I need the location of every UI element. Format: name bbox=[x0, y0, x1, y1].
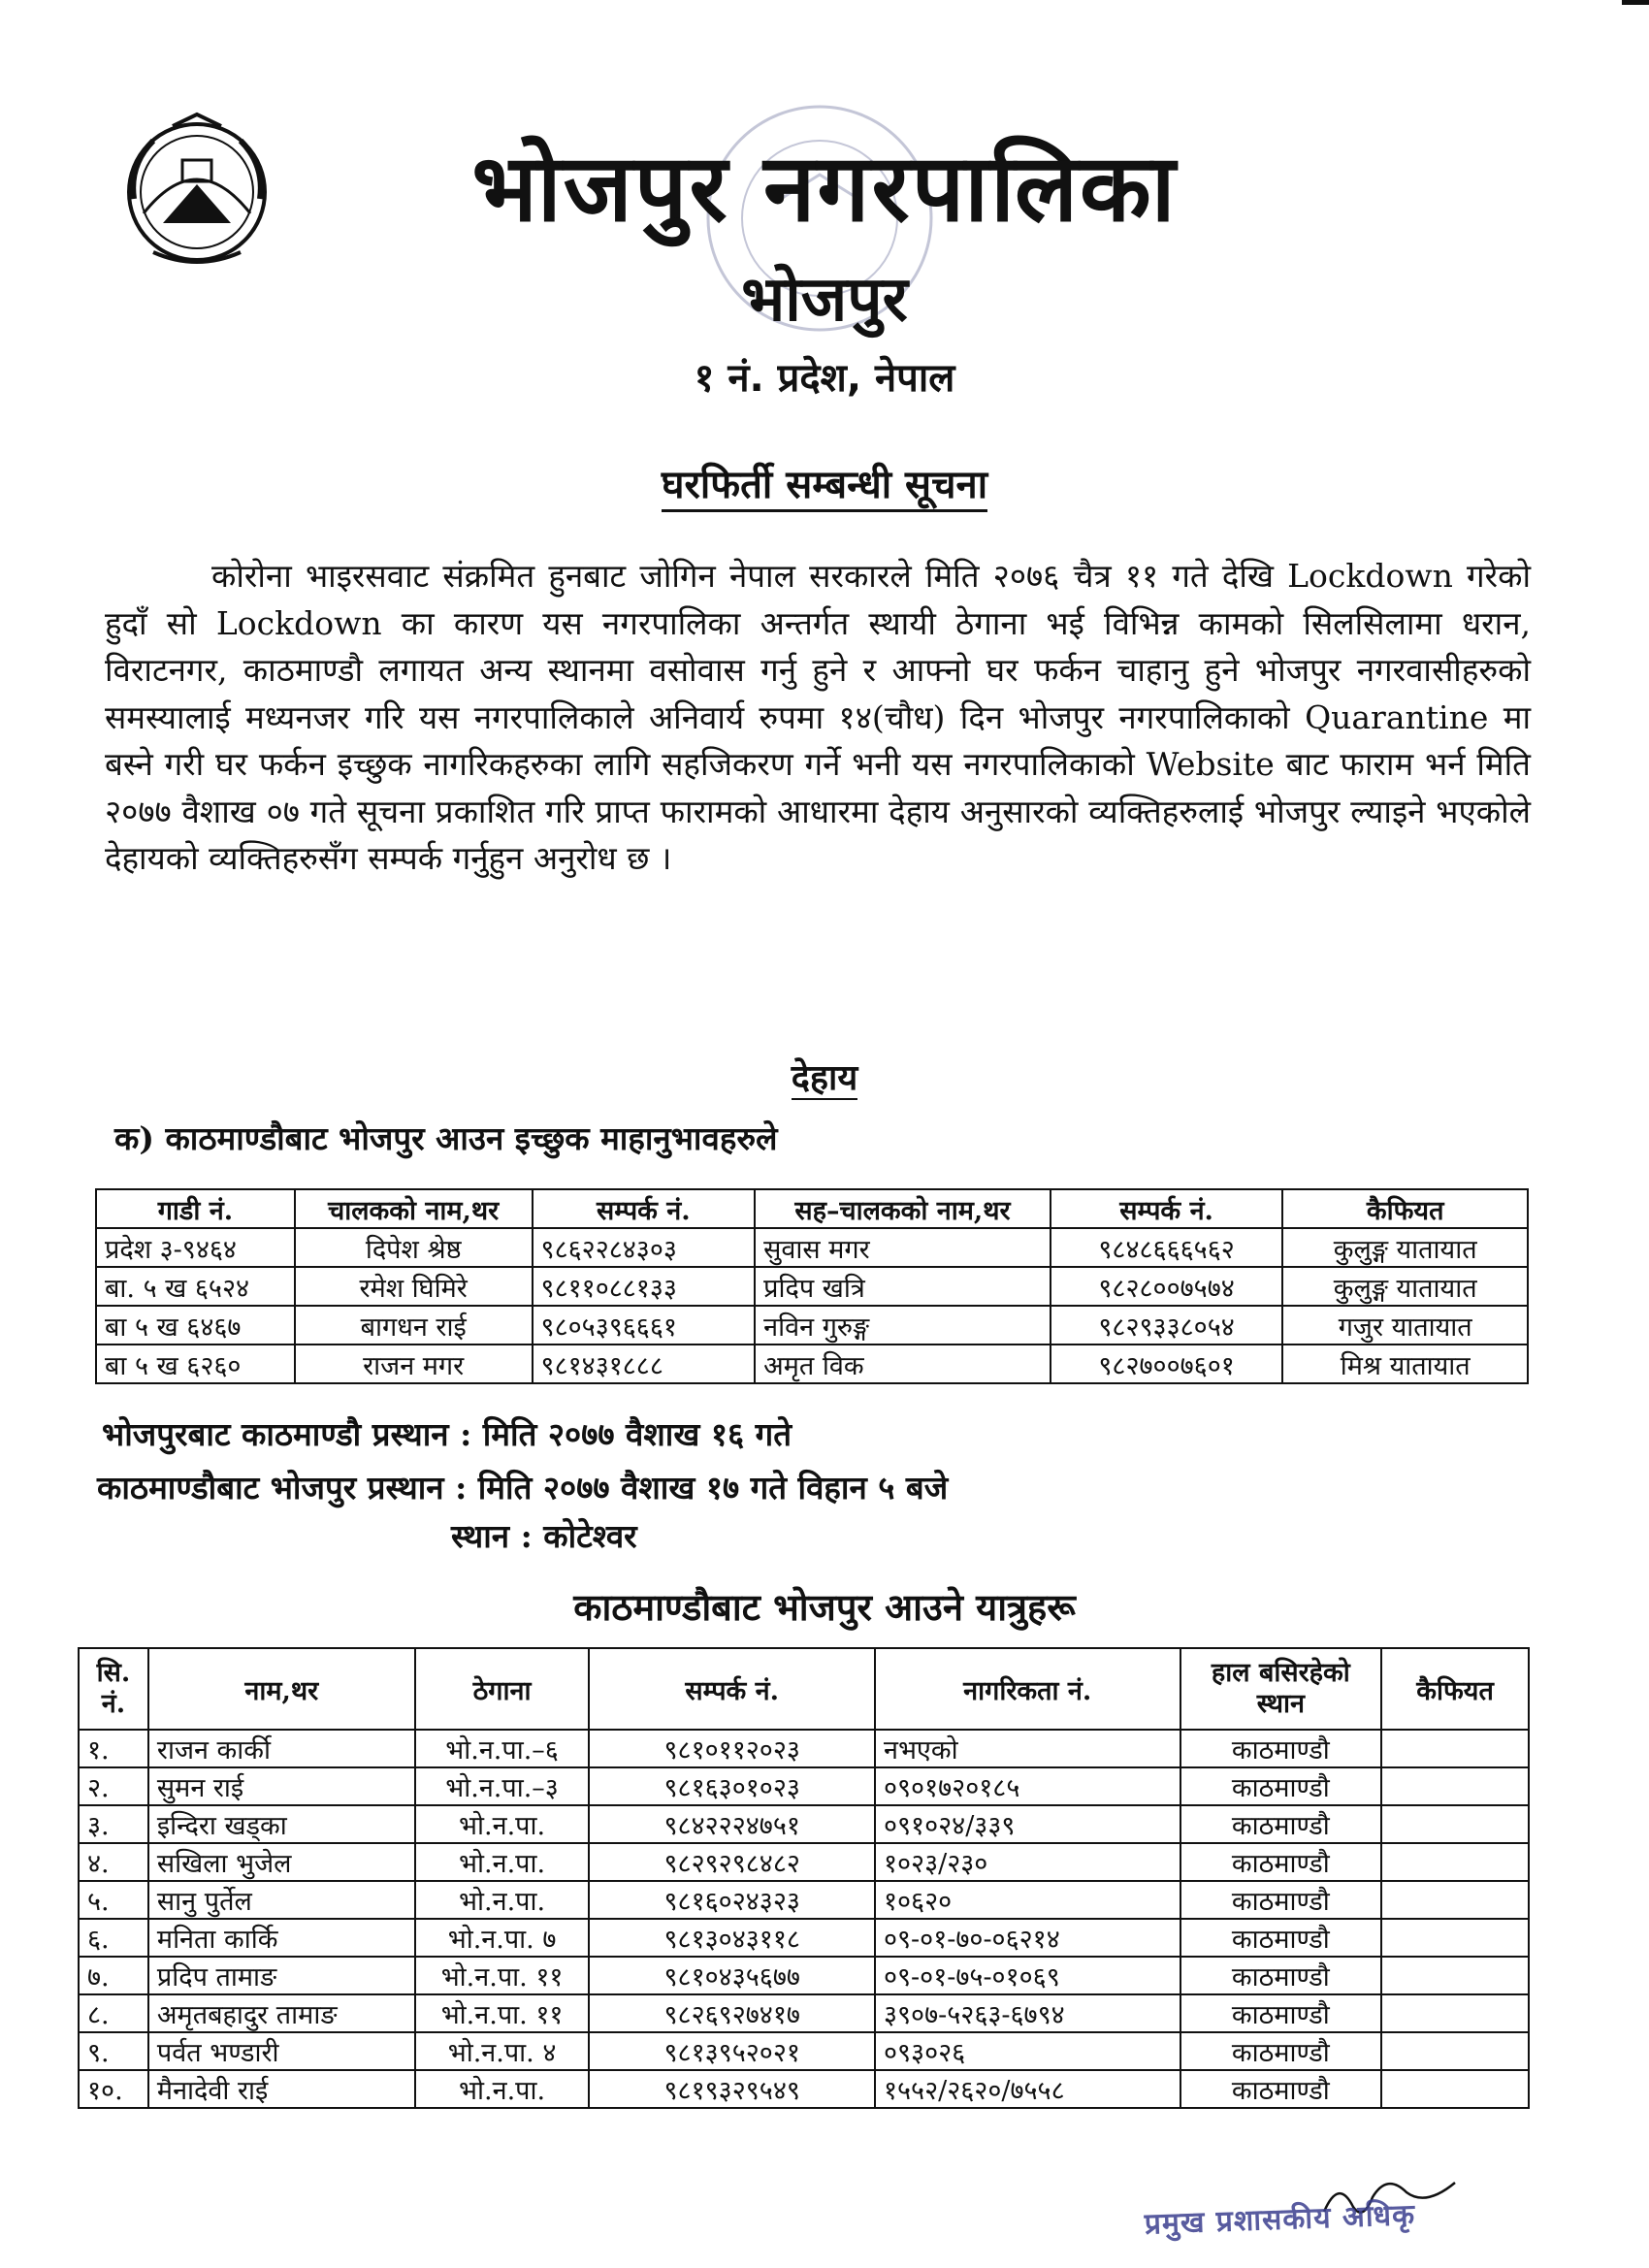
header-contact-no: सम्पर्क नं. bbox=[533, 1189, 756, 1228]
serial-cell: ५. bbox=[79, 1881, 148, 1919]
serial-cell: ४. bbox=[79, 1843, 148, 1881]
kathmandu-subheading: क) काठमाण्डौबाट भोजपुर आउन इच्छुक माहानुभावहरुले bbox=[114, 1119, 778, 1157]
passenger-table bbox=[78, 1647, 1530, 2109]
address-cell: भो.न.पा. bbox=[415, 1843, 590, 1881]
serial-cell: ९. bbox=[79, 2032, 148, 2070]
contact-cell: ९८१९३२९५४९ bbox=[589, 2070, 874, 2108]
name-cell: सानु पुर्तेल bbox=[148, 1881, 415, 1919]
remarks-cell bbox=[1381, 1767, 1529, 1805]
driver-name-cell: दिपेश श्रेष्ठ bbox=[295, 1228, 533, 1267]
citizenship-cell: नभएको bbox=[875, 1730, 1180, 1767]
name-cell: प्रदिप तामाङ bbox=[148, 1957, 415, 1994]
remarks-cell bbox=[1381, 1843, 1529, 1881]
name-cell: सुमन राई bbox=[148, 1767, 415, 1805]
remarks-cell bbox=[1381, 1919, 1529, 1957]
officer-rubber-stamp: प्रमुख प्रशासकीय अधिकृ bbox=[1144, 2197, 1416, 2242]
remarks-cell: कुलुङ्ग यातायात bbox=[1282, 1267, 1528, 1306]
serial-cell: १. bbox=[79, 1730, 148, 1767]
departure-from-kathmandu: काठमाण्डौबाट भोजपुर प्रस्थान : मिति २०७७ वैशाख १७ गते विहान ५ बजे bbox=[97, 1469, 949, 1507]
address-cell: भो.न.पा. ४ bbox=[415, 2032, 590, 2070]
location-cell: काठमाण्डौ bbox=[1180, 1805, 1382, 1843]
codriver-contact-cell: ९८२९३३८०५४ bbox=[1051, 1306, 1283, 1345]
location-cell: काठमाण्डौ bbox=[1180, 1730, 1382, 1767]
address-cell: भो.न.पा. bbox=[415, 1881, 590, 1919]
table-row bbox=[79, 2032, 1529, 2070]
name-cell: इन्दिरा खड्का bbox=[148, 1805, 415, 1843]
notice-paragraph: कोरोना भाइरसवाट संक्रमित हुनबाट जोगिन नेपाल सरकारले मिति २०७६ चैत्र ११ गते देखि Lockdown गरेको हुदाँ सो Lockdown का कारण यस नगरपालिका अन्तर्गत स्थायी ठेगाना भई विभिन्न कामको सिलसिलामा धरान, विराटनगर, काठमाण्डौ लगायत अन्य स्थानमा वसोवास गर्नु हुने र आफ्नो घर फर्कन चाहानु हुने भोजपुर नगरवासीहरुको समस्यालाई मध्यनजर गरि यस नगरपालिकाले अनिवार्य रुपमा १४(चौध) दिन भोजपुर नगरपालिकाको Quarantine मा बस्ने गरी घर फर्कन इच्छुक नागरिकहरुका लागि सहजिकरण गर्ने भनी यस नगरपालिकाको Website बाट फाराम भर्न मिति २०७७ वैशाख ०७ गते सूचना प्रकाशित गरि प्राप्त फारामको आधारमा देहाय अनुसारको व्यक्तिहरुलाई भोजपुर ल्याइने भएकोले देहायको व्यक्तिहरुसँग सम्पर्क गर्नुहुन अनुरोध छ । bbox=[105, 557, 1531, 877]
contact-cell: ९८१०४३५६७७ bbox=[589, 1957, 874, 1994]
driver-name-cell: राजन मगर bbox=[295, 1345, 533, 1383]
location-cell: काठमाण्डौ bbox=[1180, 1957, 1382, 1994]
vehicle-no-cell: प्रदेश ३-९४६४ bbox=[96, 1228, 295, 1267]
remarks-cell bbox=[1381, 1957, 1529, 1994]
address-cell: भो.न.पा. bbox=[415, 1805, 590, 1843]
header-remarks: कैफियत bbox=[1381, 1648, 1529, 1730]
codriver-name-cell: अमृत विक bbox=[755, 1345, 1051, 1383]
name-cell: अमृतबहादुर तामाङ bbox=[148, 1994, 415, 2032]
address-cell: भो.न.पा.–३ bbox=[415, 1767, 590, 1805]
citizenship-cell: १०२३/२३० bbox=[875, 1843, 1180, 1881]
remarks-cell bbox=[1381, 2032, 1529, 2070]
driver-contact-cell: ९८११०८८१३३ bbox=[533, 1267, 756, 1306]
contact-cell: ९८१३०४३११८ bbox=[589, 1919, 874, 1957]
address-cell: भो.न.पा. ११ bbox=[415, 1994, 590, 2032]
citizenship-cell: ३९०७-५२६३-६७९४ bbox=[875, 1994, 1180, 2032]
notice-title: घरफिर्ती सम्बन्धी सूचना bbox=[0, 456, 1649, 509]
codriver-name-cell: प्रदिप खत्रि bbox=[755, 1267, 1051, 1306]
location-cell: काठमाण्डौ bbox=[1180, 1919, 1382, 1957]
name-cell: मैनादेवी राई bbox=[148, 2070, 415, 2108]
driver-name-cell: बागधन राई bbox=[295, 1306, 533, 1345]
header-driver-name: चालकको नाम,थर bbox=[295, 1189, 533, 1228]
name-cell: राजन कार्की bbox=[148, 1730, 415, 1767]
header-codriver-name: सह–चालकको नाम,थर bbox=[755, 1189, 1051, 1228]
citizenship-cell: ०९-०१-७०-०६२१४ bbox=[875, 1919, 1180, 1957]
serial-cell: ८. bbox=[79, 1994, 148, 2032]
header-full-name: नाम,थर bbox=[148, 1648, 415, 1730]
table-row bbox=[79, 1805, 1529, 1843]
header-citizenship-no: नागरिकता नं. bbox=[875, 1648, 1180, 1730]
district-title: भोजपुर bbox=[741, 264, 908, 336]
contact-cell: ९८१६३०१०२३ bbox=[589, 1767, 874, 1805]
vehicle-table bbox=[95, 1188, 1529, 1384]
driver-contact-cell: ९८६२२८४३०३ bbox=[533, 1228, 756, 1267]
name-cell: मनिता कार्कि bbox=[148, 1919, 415, 1957]
header-vehicle-no: गाडी नं. bbox=[96, 1189, 295, 1228]
passenger-table-header bbox=[79, 1648, 1529, 1730]
header-contact-no: सम्पर्क नं. bbox=[589, 1648, 874, 1730]
remarks-cell: कुलुङ्ग यातायात bbox=[1282, 1228, 1528, 1267]
table-row bbox=[79, 1994, 1529, 2032]
remarks-cell: गजुर यातायात bbox=[1282, 1306, 1528, 1345]
driver-contact-cell: ९८१४३१८८८ bbox=[533, 1345, 756, 1383]
table-row bbox=[79, 1843, 1529, 1881]
codriver-contact-cell: ९८४८६६६५६२ bbox=[1051, 1228, 1283, 1267]
citizenship-cell: १०६२० bbox=[875, 1881, 1180, 1919]
table-row bbox=[96, 1267, 1528, 1306]
remarks-cell bbox=[1381, 1881, 1529, 1919]
serial-cell: ७. bbox=[79, 1957, 148, 1994]
table-row bbox=[96, 1345, 1528, 1383]
citizenship-cell: ०९-०१-७५-०१०६९ bbox=[875, 1957, 1180, 1994]
location-cell: काठमाण्डौ bbox=[1180, 2032, 1382, 2070]
departure-from-bhojpur: भोजपुरबाट काठमाण्डौ प्रस्थान : मिति २०७७ वैशाख १६ गते bbox=[102, 1415, 792, 1453]
province-line: १ नं. प्रदेश, नेपाल bbox=[694, 356, 955, 401]
remarks-cell bbox=[1381, 1730, 1529, 1767]
scan-edge-mark bbox=[1622, 0, 1649, 5]
serial-cell: ६. bbox=[79, 1919, 148, 1957]
serial-cell: २. bbox=[79, 1767, 148, 1805]
contact-cell: ९८१६०२४३२३ bbox=[589, 1881, 874, 1919]
contact-cell: ९८१३९५२०२१ bbox=[589, 2032, 874, 2070]
remarks-cell bbox=[1381, 1994, 1529, 2032]
contact-cell: ९८४२२२४७५१ bbox=[589, 1805, 874, 1843]
vehicle-no-cell: बा ५ ख ६२६० bbox=[96, 1345, 295, 1383]
remarks-cell bbox=[1381, 1805, 1529, 1843]
header-current-location: हाल बसिरहेको स्थान bbox=[1180, 1648, 1382, 1730]
citizenship-cell: ०९०१७२०१८५ bbox=[875, 1767, 1180, 1805]
driver-contact-cell: ९८०५३९६६६१ bbox=[533, 1306, 756, 1345]
serial-cell: १०. bbox=[79, 2070, 148, 2108]
citizenship-cell: ०९१०२४/३३९ bbox=[875, 1805, 1180, 1843]
table-row bbox=[79, 1957, 1529, 1994]
address-cell: भो.न.पा. ७ bbox=[415, 1919, 590, 1957]
contact-cell: ९८२६९२७४१७ bbox=[589, 1994, 874, 2032]
table-row bbox=[79, 1730, 1529, 1767]
header-codriver-contact: सम्पर्क नं. bbox=[1051, 1189, 1283, 1228]
vehicle-no-cell: बा. ५ ख ६५२४ bbox=[96, 1267, 295, 1306]
codriver-contact-cell: ९८२८००७५७४ bbox=[1051, 1267, 1283, 1306]
header-remarks: कैफियत bbox=[1282, 1189, 1528, 1228]
location-cell: काठमाण्डौ bbox=[1180, 1994, 1382, 2032]
codriver-name-cell: सुवास मगर bbox=[755, 1228, 1051, 1267]
table-row bbox=[79, 1881, 1529, 1919]
name-cell: पर्वत भण्डारी bbox=[148, 2032, 415, 2070]
header-address: ठेगाना bbox=[415, 1648, 590, 1730]
table-row bbox=[96, 1306, 1528, 1345]
table-row bbox=[79, 1767, 1529, 1805]
table-row bbox=[79, 1919, 1529, 1957]
location-cell: काठमाण्डौ bbox=[1180, 1881, 1382, 1919]
contact-cell: ९८२९२९८४८२ bbox=[589, 1843, 874, 1881]
address-cell: भो.न.पा. ११ bbox=[415, 1957, 590, 1994]
codriver-contact-cell: ९८२७००७६०१ bbox=[1051, 1345, 1283, 1383]
remarks-cell bbox=[1381, 2070, 1529, 2108]
driver-name-cell: रमेश घिमिरे bbox=[295, 1267, 533, 1306]
table-row bbox=[96, 1228, 1528, 1267]
citizenship-cell: ०९३०२६ bbox=[875, 2032, 1180, 2070]
citizenship-cell: १५५२/२६२०/७५५८ bbox=[875, 2070, 1180, 2108]
passenger-list-title: काठमाण्डौबाट भोजपुर आउने यात्रुहरू bbox=[573, 1586, 1076, 1629]
municipality-title: भोजपुर नगरपालिका bbox=[471, 134, 1178, 243]
serial-cell: ३. bbox=[79, 1805, 148, 1843]
location-cell: काठमाण्डौ bbox=[1180, 2070, 1382, 2108]
vehicle-table-header bbox=[96, 1189, 1528, 1228]
codriver-name-cell: नविन गुरुङ्ग bbox=[755, 1306, 1051, 1345]
remarks-cell: मिश्र यातायात bbox=[1282, 1345, 1528, 1383]
address-cell: भो.न.पा.–६ bbox=[415, 1730, 590, 1767]
table-row bbox=[79, 2070, 1529, 2108]
contact-cell: ९८१०११२०२३ bbox=[589, 1730, 874, 1767]
vehicle-no-cell: बा ५ ख ६४६७ bbox=[96, 1306, 295, 1345]
departure-place: स्थान : कोटेश्वर bbox=[451, 1517, 637, 1555]
address-cell: भो.न.पा. bbox=[415, 2070, 590, 2108]
location-cell: काठमाण्डौ bbox=[1180, 1843, 1382, 1881]
dehay-heading: देहाय bbox=[791, 1057, 858, 1098]
name-cell: सखिला भुजेल bbox=[148, 1843, 415, 1881]
location-cell: काठमाण्डौ bbox=[1180, 1767, 1382, 1805]
header-serial-no: सि. नं. bbox=[79, 1648, 148, 1730]
